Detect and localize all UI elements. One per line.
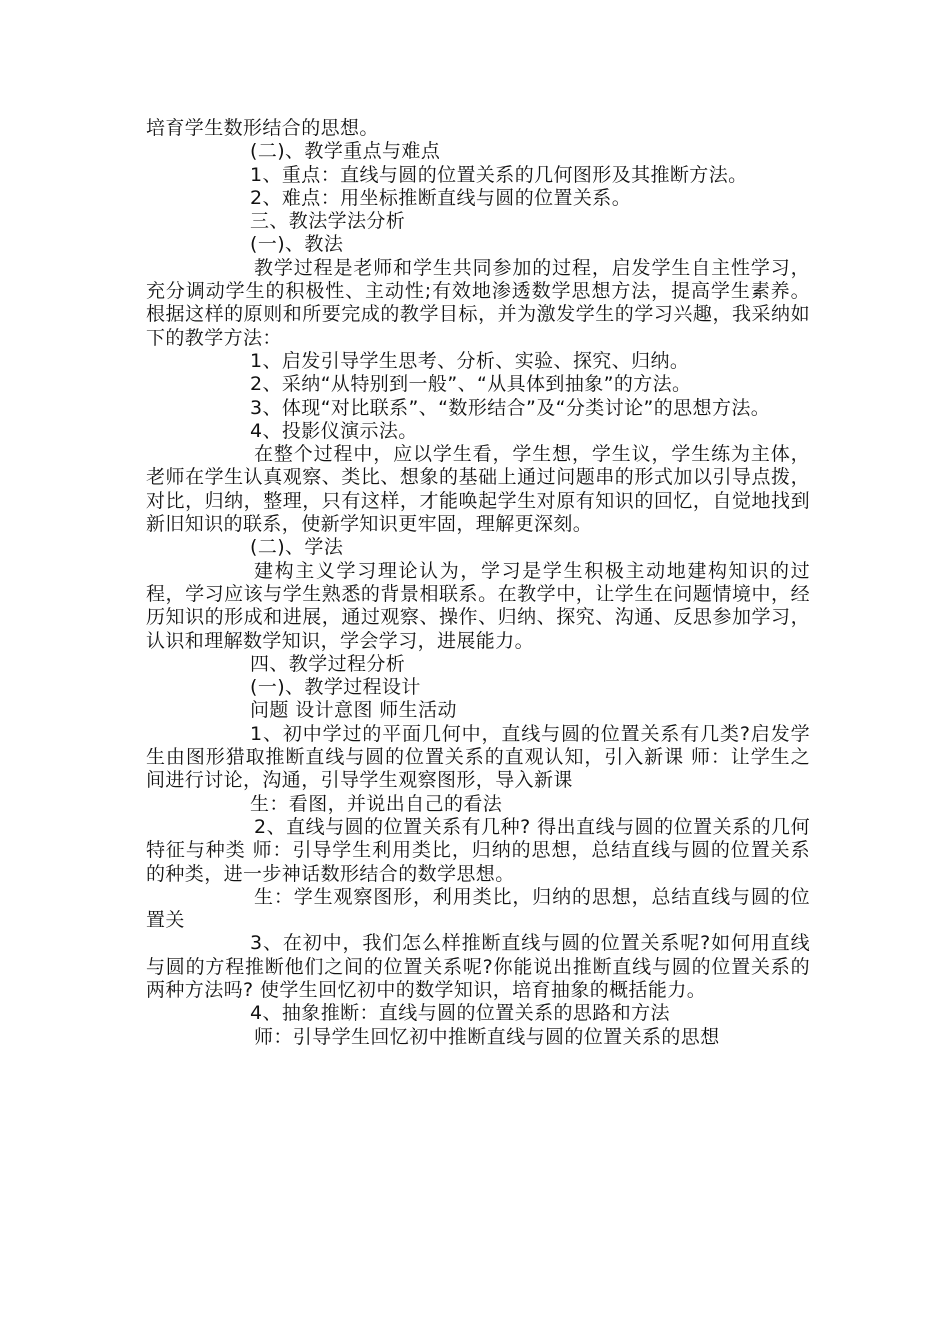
list-item: 2、采纳“从特别到一般”、“从具体到抽象”的方法。 xyxy=(250,373,692,396)
section-heading: 四、教学过程分析 xyxy=(250,652,406,675)
paragraph: 建构主义学习理论认为，学习是学生积极主动地建构知识的过程，学习应该与学生熟悉的背景相联系。在教学中，让学生在问题情境中，经历知识的形成和进展，通过观察、操作、归纳、探究、沟通、反思参加学习，认识和理解数学知识，学会学习，进展能力。 xyxy=(146,559,810,652)
section-heading: (二)、学法 xyxy=(250,536,344,559)
list-item: 3、体现“对比联系”、“数形结合”及“分类讨论”的思想方法。 xyxy=(250,396,771,419)
paragraph: 2、直线与圆的位置关系有几种? 得出直线与圆的位置关系的几何特征与种类 师：引导学生利用类比，归纳的思想，总结直线与圆的位置关系的种类，进一步神话数形结合的数学思想。 xyxy=(146,815,810,885)
paragraph: 在整个过程中，应以学生看，学生想，学生议，学生练为主体，老师在学生认真观察、类比、想象的基础上通过问题串的形式加以引导点拨，对比，归纳，整理，只有这样，才能唤起学生对原有知识的回忆，自觉地找到新旧知识的联系，使新学知识更牢固，理解更深刻。 xyxy=(146,443,810,536)
section-heading: 三、教法学法分析 xyxy=(250,210,406,233)
paragraph: 生：看图，并说出自己的看法 xyxy=(250,792,503,815)
paragraph: 培育学生数形结合的思想。 xyxy=(146,117,379,139)
section-heading: (二)、教学重点与难点 xyxy=(250,140,441,163)
list-item: 2、难点：用坐标推断直线与圆的位置关系。 xyxy=(250,186,632,209)
paragraph: 生：学生观察图形，利用类比，归纳的思想，总结直线与圆的位置关 xyxy=(146,885,810,932)
paragraph: 3、在初中，我们怎么样推断直线与圆的位置关系呢?如何用直线与圆的方程推断他们之间的位置关系呢?你能说出推断直线与圆的位置关系的两种方法吗? 使学生回忆初中的数学知识，培育抽象的概括能力。 xyxy=(146,932,810,1001)
section-heading: (一)、教学过程设计 xyxy=(250,676,421,699)
table-header-text: 问题 设计意图 师生活动 xyxy=(250,699,457,722)
document-body xyxy=(146,117,810,1049)
list-item: 1、启发引导学生思考、分析、实验、探究、归纳。 xyxy=(250,349,690,372)
paragraph: 师：引导学生回忆初中推断直线与圆的位置关系的思想 xyxy=(254,1025,720,1048)
paragraph: 4、抽象推断：直线与圆的位置关系的思路和方法 xyxy=(250,1002,670,1025)
section-heading: (一)、教法 xyxy=(250,233,344,256)
paragraph: 1、初中学过的平面几何中，直线与圆的位置关系有几类?启发学生由图形猎取推断直线与圆的位置关系的直观认知，引入新课 师：让学生之间进行讨论，沟通，引导学生观察图形，导入新课 xyxy=(146,722,810,792)
paragraph: 教学过程是老师和学生共同参加的过程，启发学生自主性学习，充分调动学生的积极性、主动性;有效地渗透数学思想方法，提高学生素养。根据这样的原则和所要完成的教学目标，并为激发学生的学习兴趣，我采纳如下的教学方法： xyxy=(146,256,810,349)
list-item: 1、重点：直线与圆的位置关系的几何图形及其推断方法。 xyxy=(250,163,748,186)
list-item: 4、投影仪演示法。 xyxy=(250,419,418,442)
